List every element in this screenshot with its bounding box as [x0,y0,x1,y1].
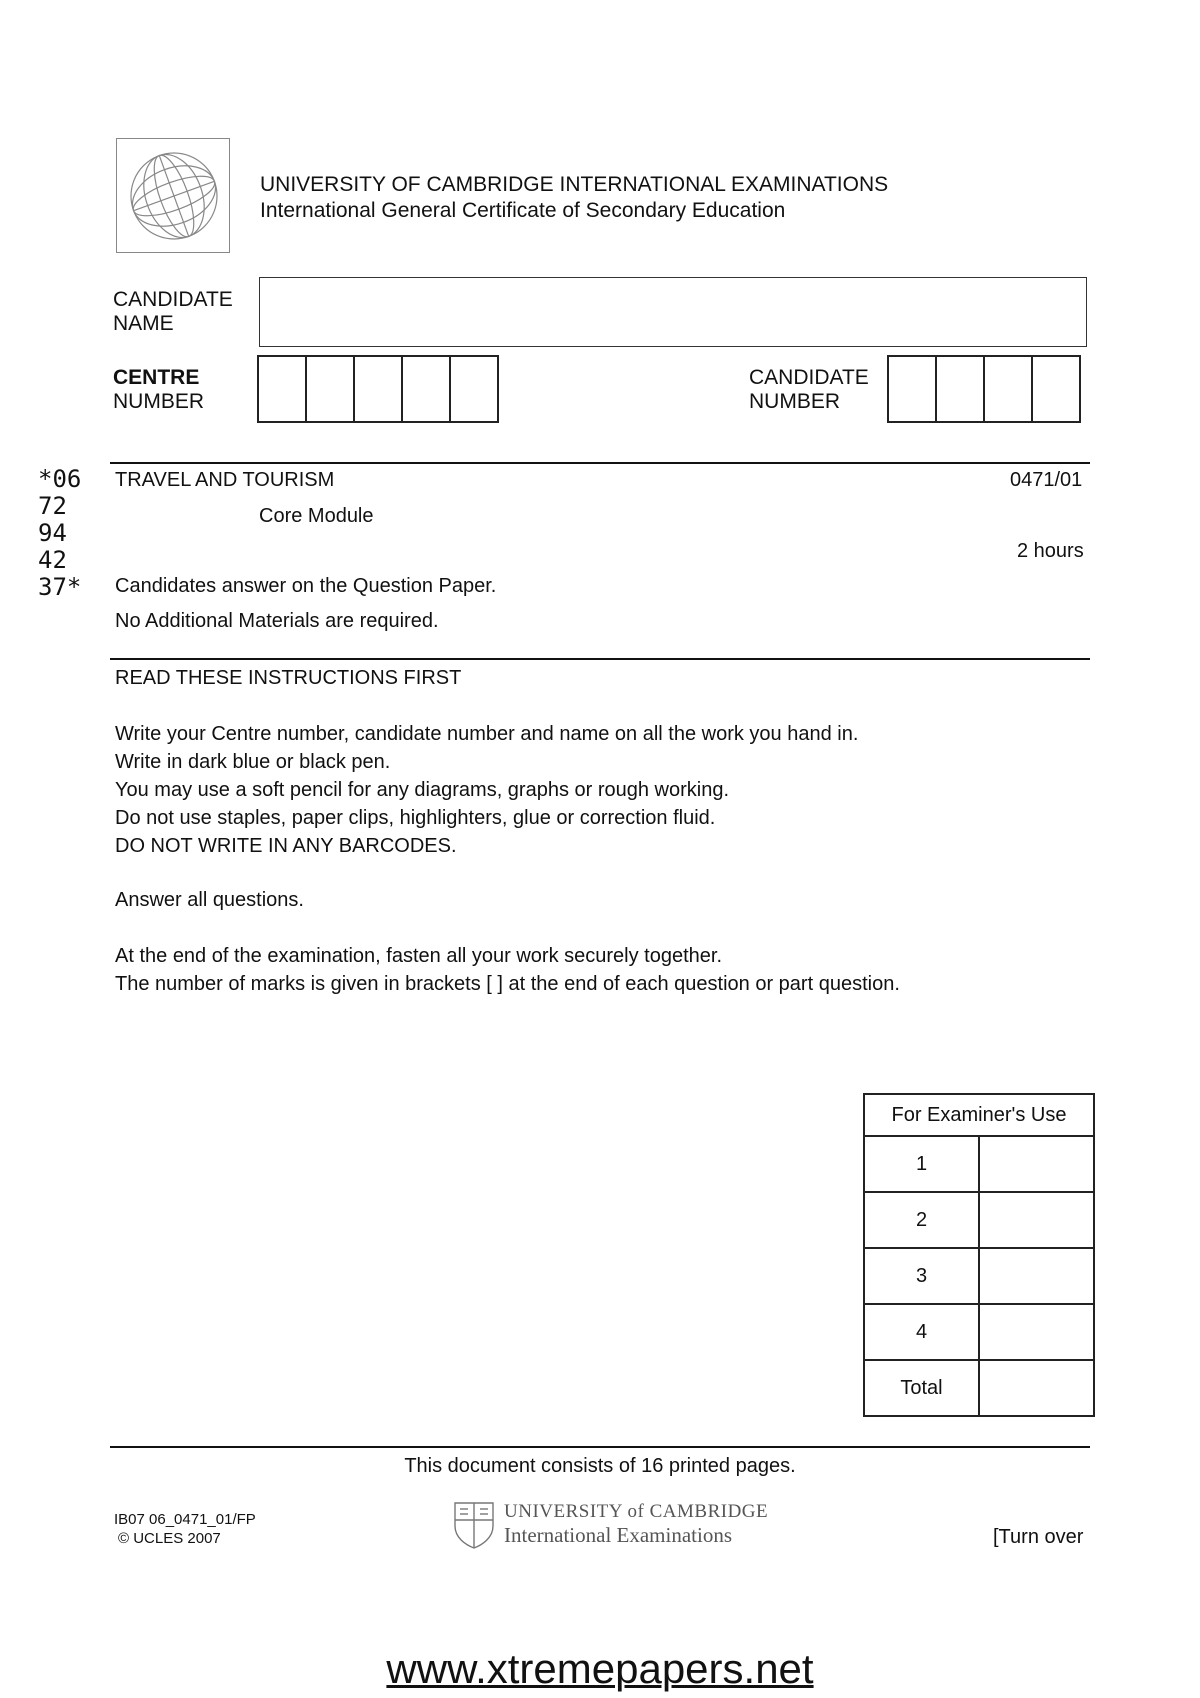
divider [110,658,1090,660]
candidate-number-label [749,366,869,414]
marks-instruction: The number of marks is given in brackets [ ] at the end of each question or part question. [115,973,900,995]
centre-number-label-line2: NUMBER [113,390,205,413]
mark-cell[interactable] [979,1248,1094,1304]
paper-reference: IB07 06_0471_01/FP [114,1511,256,1528]
total-cell[interactable] [979,1360,1094,1416]
turn-over-note: [Turn over [993,1526,1084,1548]
candidate-name-label [113,288,233,336]
cambridge-shield-icon [452,1500,496,1550]
instruction-line: Write in dark blue or black pen. [115,751,391,773]
total-label: Total [864,1360,979,1416]
question-number: 1 [864,1136,979,1192]
copyright: © UCLES 2007 [118,1530,221,1547]
materials-note: No Additional Materials are required. [115,610,439,632]
question-number: 2 [864,1192,979,1248]
centre-digit-box[interactable] [257,355,307,423]
instructions-heading: READ THESE INSTRUCTIONS FIRST [115,667,462,689]
cambridge-logo-line2: International Examinations [504,1523,733,1547]
table-row [864,1136,1094,1192]
cambridge-logo-line1: UNIVERSITY of CAMBRIDGE [504,1501,769,1522]
centre-digit-box[interactable] [449,355,499,423]
mark-cell[interactable] [979,1136,1094,1192]
centre-digit-box[interactable] [353,355,403,423]
centre-digit-box[interactable] [305,355,355,423]
table-row [864,1248,1094,1304]
question-number: 3 [864,1248,979,1304]
instructions-list [115,720,858,860]
candidate-digit-box[interactable] [983,355,1033,423]
globe-logo [116,138,230,253]
examiner-use-table [863,1093,1095,1417]
table-row [864,1304,1094,1360]
table-row [864,1192,1094,1248]
syllabus-code: 0471/01 [1010,469,1083,491]
candidate-digit-box[interactable] [935,355,985,423]
qualification-title: International General Certificate of Secondary Education [260,199,786,222]
centre-digit-box[interactable] [401,355,451,423]
divider [110,462,1090,464]
answer-on-note: Candidates answer on the Question Paper. [115,575,497,597]
answer-all-instruction: Answer all questions. [115,889,304,911]
centre-number-label [113,366,204,414]
candidate-number-label-line2: NUMBER [749,390,841,413]
candidate-number-label-line1: CANDIDATE [749,366,869,389]
mark-cell[interactable] [979,1304,1094,1360]
website-link[interactable]: www.xtremepapers.net [386,1645,814,1692]
barcode-text: *06 72 94 42 37* [38,465,82,601]
instruction-line: Write your Centre number, candidate number and name on all the work you hand in. [115,723,859,745]
centre-number-label-line1: CENTRE [113,366,200,389]
globe-icon [127,149,221,243]
instruction-line: DO NOT WRITE IN ANY BARCODES. [115,835,457,857]
module-name: Core Module [259,505,374,527]
candidate-digit-box[interactable] [887,355,937,423]
question-number: 4 [864,1304,979,1360]
subject-title: TRAVEL AND TOURISM [115,469,335,491]
instruction-line: You may use a soft pencil for any diagrams, graphs or rough working. [115,779,730,801]
candidate-name-field[interactable] [259,277,1087,347]
candidate-name-label-line2: NAME [113,312,174,335]
candidate-number-boxes [887,355,1081,423]
table-row [864,1360,1094,1416]
examiner-table-title: For Examiner's Use [864,1094,1094,1136]
candidate-name-label-line1: CANDIDATE [113,288,233,311]
end-instruction: At the end of the examination, fasten all your work securely together. [115,945,723,967]
mark-cell[interactable] [979,1192,1094,1248]
page-count-note: This document consists of 16 printed pages. [404,1455,796,1477]
exam-duration: 2 hours [1017,540,1084,562]
divider [110,1446,1090,1448]
centre-number-boxes [257,355,499,423]
candidate-digit-box[interactable] [1031,355,1081,423]
instruction-line: Do not use staples, paper clips, highlighters, glue or correction fluid. [115,807,716,829]
university-title: UNIVERSITY OF CAMBRIDGE INTERNATIONAL EXAMINATIONS [260,173,889,196]
